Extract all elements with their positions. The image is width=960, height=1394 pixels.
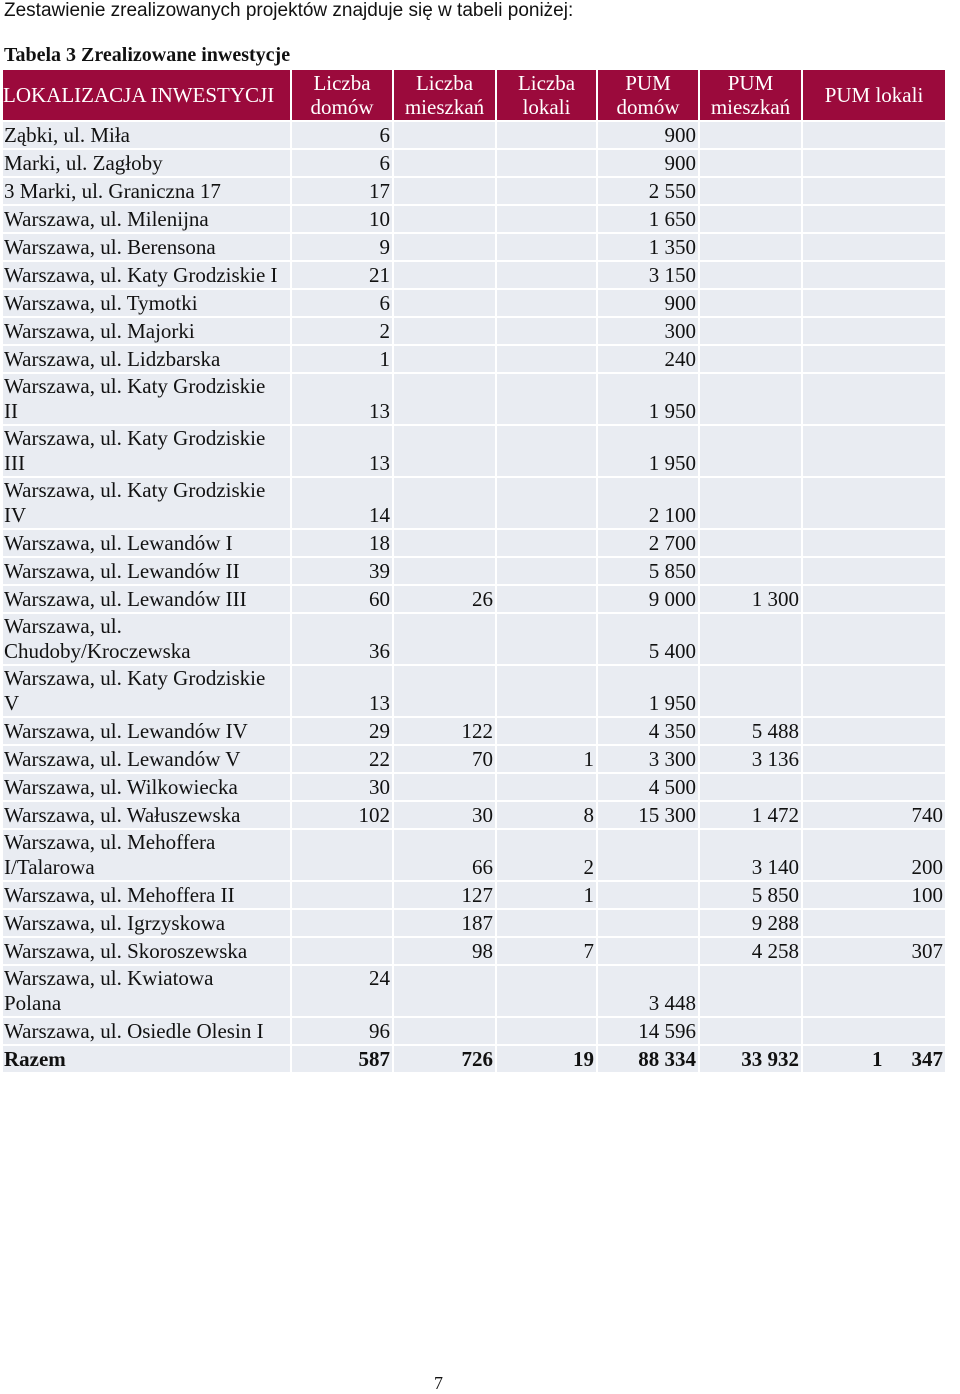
value-cell: 4 500 [598, 774, 698, 800]
value-cell: 300 [598, 318, 698, 344]
value-cell [497, 966, 596, 1016]
value-cell [497, 666, 596, 716]
location-cell: Warszawa, ul. Katy Grodziskie I [3, 262, 290, 288]
value-cell: 3 136 [700, 746, 801, 772]
value-cell [700, 558, 801, 584]
value-cell: 36 [292, 614, 392, 664]
table-row [3, 586, 945, 612]
value-cell: 96 [292, 1018, 392, 1044]
location-cell: Warszawa, ul. Wilkowiecka [3, 774, 290, 800]
value-cell [700, 206, 801, 232]
value-cell: 14 596 [598, 1018, 698, 1044]
value-cell [700, 290, 801, 316]
table-row [3, 178, 945, 204]
location-cell: Warszawa, ul. Mehoffera I/Talarowa [3, 830, 290, 880]
value-cell: 5 400 [598, 614, 698, 664]
table-row [3, 530, 945, 556]
table-row [3, 666, 945, 716]
value-cell [700, 234, 801, 260]
value-cell: 9 288 [700, 910, 801, 936]
value-cell: 307 [803, 938, 945, 964]
value-cell: 127 [394, 882, 495, 908]
value-cell: 1 300 [700, 586, 801, 612]
value-cell [700, 346, 801, 372]
value-cell [803, 966, 945, 1016]
value-cell [598, 910, 698, 936]
location-cell: Warszawa, ul. Lewandów V [3, 746, 290, 772]
location-cell: Warszawa, ul. Tymotki [3, 290, 290, 316]
total-label: Razem [3, 1046, 290, 1072]
value-cell: 21 [292, 262, 392, 288]
value-cell [497, 774, 596, 800]
value-cell [292, 882, 392, 908]
page-number: 7 [434, 1373, 443, 1393]
table-caption: Tabela 3 Zrealizowane inwestycje [4, 44, 291, 66]
value-cell [700, 150, 801, 176]
table-row [3, 774, 945, 800]
value-cell: 1 472 [700, 802, 801, 828]
value-cell [803, 262, 945, 288]
value-cell: 900 [598, 150, 698, 176]
value-cell [497, 910, 596, 936]
table-row [3, 122, 945, 148]
location-cell: Warszawa, ul. Berensona [3, 234, 290, 260]
location-cell: Warszawa, ul. Milenijna [3, 206, 290, 232]
value-cell: 18 [292, 530, 392, 556]
table-row [3, 318, 945, 344]
table-row [3, 290, 945, 316]
location-cell: Warszawa, ul. Majorki [3, 318, 290, 344]
value-cell: 6 [292, 122, 392, 148]
value-cell [497, 234, 596, 260]
column-header: Liczba lokali [497, 70, 596, 120]
table-row [3, 718, 945, 744]
total-value: 587 [292, 1046, 392, 1072]
value-cell [394, 966, 495, 1016]
value-cell [803, 614, 945, 664]
value-cell: 30 [394, 802, 495, 828]
value-cell: 22 [292, 746, 392, 772]
value-cell: 29 [292, 718, 392, 744]
value-cell [803, 774, 945, 800]
total-row [3, 1046, 945, 1072]
location-cell: Warszawa, ul. Wałuszewska [3, 802, 290, 828]
value-cell: 3 300 [598, 746, 698, 772]
value-cell: 14 [292, 478, 392, 528]
value-cell: 1 [497, 882, 596, 908]
value-cell: 3 140 [700, 830, 801, 880]
table-row [3, 558, 945, 584]
value-cell: 15 300 [598, 802, 698, 828]
value-cell [394, 530, 495, 556]
total-value: 19 [497, 1046, 596, 1072]
value-cell: 4 258 [700, 938, 801, 964]
value-cell: 5 488 [700, 718, 801, 744]
location-cell: Marki, ul. Zagłoby [3, 150, 290, 176]
investments-table [1, 68, 947, 1074]
value-cell [803, 666, 945, 716]
value-cell: 2 [292, 318, 392, 344]
value-cell [394, 374, 495, 424]
value-cell [803, 586, 945, 612]
value-cell: 8 [497, 802, 596, 828]
value-cell [700, 966, 801, 1016]
value-cell: 70 [394, 746, 495, 772]
value-cell: 13 [292, 426, 392, 476]
value-cell: 1 950 [598, 666, 698, 716]
value-cell [803, 234, 945, 260]
table-row [3, 938, 945, 964]
total-value: 33 932 [700, 1046, 801, 1072]
location-cell: Warszawa, ul. Igrzyskowa [3, 910, 290, 936]
value-cell [394, 318, 495, 344]
table-row [3, 1018, 945, 1044]
value-cell [803, 178, 945, 204]
value-cell: 17 [292, 178, 392, 204]
value-cell: 66 [394, 830, 495, 880]
table-row [3, 206, 945, 232]
value-cell: 4 350 [598, 718, 698, 744]
value-cell: 1 350 [598, 234, 698, 260]
location-cell: Warszawa, ul. Osiedle Olesin I [3, 1018, 290, 1044]
value-cell: 13 [292, 666, 392, 716]
value-cell: 39 [292, 558, 392, 584]
value-cell [292, 830, 392, 880]
value-cell [292, 938, 392, 964]
intro-text: Zestawienie zrealizowanych projektów znajduje się w tabeli poniżej: [4, 0, 574, 21]
value-cell [497, 586, 596, 612]
value-cell: 24 [292, 966, 392, 1016]
table-row [3, 262, 945, 288]
value-cell: 60 [292, 586, 392, 612]
location-cell: Warszawa, ul. Lewandów II [3, 558, 290, 584]
value-cell [803, 1018, 945, 1044]
value-cell: 1 950 [598, 374, 698, 424]
value-cell: 1 [292, 346, 392, 372]
value-cell [394, 774, 495, 800]
column-header: PUM lokali [803, 70, 945, 120]
value-cell [497, 426, 596, 476]
value-cell: 7 [497, 938, 596, 964]
value-cell [700, 478, 801, 528]
location-cell: 3 Marki, ul. Graniczna 17 [3, 178, 290, 204]
value-cell: 900 [598, 290, 698, 316]
value-cell [700, 530, 801, 556]
value-cell [803, 290, 945, 316]
value-cell [394, 178, 495, 204]
value-cell: 30 [292, 774, 392, 800]
table-row [3, 882, 945, 908]
value-cell [394, 666, 495, 716]
value-cell: 6 [292, 290, 392, 316]
value-cell: 200 [803, 830, 945, 880]
value-cell: 2 [497, 830, 596, 880]
table-row [3, 234, 945, 260]
value-cell [803, 478, 945, 528]
value-cell [394, 262, 495, 288]
value-cell [497, 478, 596, 528]
value-cell [497, 346, 596, 372]
value-cell [803, 530, 945, 556]
value-cell [803, 150, 945, 176]
location-cell: Warszawa, ul. Katy Grodziskie II [3, 374, 290, 424]
value-cell [803, 746, 945, 772]
value-cell: 102 [292, 802, 392, 828]
value-cell [394, 206, 495, 232]
value-cell [394, 558, 495, 584]
location-cell: Ząbki, ul. Miła [3, 122, 290, 148]
value-cell: 3 448 [598, 966, 698, 1016]
column-header: LOKALIZACJA INWESTYCJI [3, 70, 290, 120]
value-cell [803, 558, 945, 584]
value-cell: 98 [394, 938, 495, 964]
column-header: Liczba domów [292, 70, 392, 120]
value-cell [394, 150, 495, 176]
value-cell [394, 478, 495, 528]
location-cell: Warszawa, ul. Lewandów IV [3, 718, 290, 744]
value-cell: 2 700 [598, 530, 698, 556]
value-cell [700, 774, 801, 800]
value-cell [394, 426, 495, 476]
value-cell [598, 830, 698, 880]
location-cell: Warszawa, ul. Skoroszewska [3, 938, 290, 964]
value-cell [394, 614, 495, 664]
value-cell [394, 1018, 495, 1044]
location-cell: Warszawa, ul. Lidzbarska [3, 346, 290, 372]
total-lokali [803, 1046, 945, 1072]
value-cell [497, 150, 596, 176]
value-cell [394, 234, 495, 260]
value-cell: 13 [292, 374, 392, 424]
value-cell [700, 426, 801, 476]
value-cell [700, 666, 801, 716]
total-lokali-part: 347 [911, 1047, 943, 1071]
value-cell: 240 [598, 346, 698, 372]
value-cell [497, 718, 596, 744]
table-row [3, 910, 945, 936]
value-cell [497, 1018, 596, 1044]
value-cell [803, 318, 945, 344]
table-row [3, 478, 945, 528]
value-cell: 2 100 [598, 478, 698, 528]
value-cell: 100 [803, 882, 945, 908]
table-row [3, 966, 945, 1016]
value-cell [700, 178, 801, 204]
table-row [3, 346, 945, 372]
value-cell [497, 290, 596, 316]
value-cell [497, 614, 596, 664]
total-value: 726 [394, 1046, 495, 1072]
value-cell [803, 426, 945, 476]
total-lokali-part: 1 [872, 1047, 883, 1071]
value-cell [394, 290, 495, 316]
value-cell [497, 558, 596, 584]
value-cell [394, 346, 495, 372]
value-cell [497, 530, 596, 556]
value-cell [700, 262, 801, 288]
value-cell [803, 718, 945, 744]
table-header-row [3, 70, 945, 120]
value-cell: 9 [292, 234, 392, 260]
value-cell [497, 206, 596, 232]
table-row [3, 830, 945, 880]
value-cell: 26 [394, 586, 495, 612]
value-cell: 900 [598, 122, 698, 148]
value-cell [700, 122, 801, 148]
total-value: 88 334 [598, 1046, 698, 1072]
location-cell: Warszawa, ul. Katy Grodziskie III [3, 426, 290, 476]
value-cell [497, 262, 596, 288]
value-cell [700, 318, 801, 344]
value-cell [803, 206, 945, 232]
value-cell [700, 1018, 801, 1044]
table-row [3, 150, 945, 176]
value-cell [497, 318, 596, 344]
value-cell [497, 374, 596, 424]
value-cell: 1 650 [598, 206, 698, 232]
table-row [3, 746, 945, 772]
value-cell [292, 910, 392, 936]
value-cell [598, 938, 698, 964]
location-cell: Warszawa, ul. Katy Grodziskie IV [3, 478, 290, 528]
location-cell: Warszawa, ul. Kwiatowa Polana [3, 966, 290, 1016]
value-cell [700, 374, 801, 424]
value-cell: 5 850 [598, 558, 698, 584]
value-cell: 5 850 [700, 882, 801, 908]
table-row [3, 426, 945, 476]
value-cell: 740 [803, 802, 945, 828]
value-cell: 122 [394, 718, 495, 744]
value-cell [394, 122, 495, 148]
value-cell: 1 950 [598, 426, 698, 476]
value-cell: 3 150 [598, 262, 698, 288]
value-cell [803, 346, 945, 372]
value-cell: 187 [394, 910, 495, 936]
table-row [3, 374, 945, 424]
location-cell: Warszawa, ul. Lewandów I [3, 530, 290, 556]
value-cell: 10 [292, 206, 392, 232]
column-header: PUM mieszkań [700, 70, 801, 120]
column-header: Liczba mieszkań [394, 70, 495, 120]
location-cell: Warszawa, ul. Chudoby/Kroczewska [3, 614, 290, 664]
location-cell: Warszawa, ul. Lewandów III [3, 586, 290, 612]
value-cell: 6 [292, 150, 392, 176]
value-cell [598, 882, 698, 908]
value-cell [803, 122, 945, 148]
table-row [3, 614, 945, 664]
value-cell [700, 614, 801, 664]
value-cell: 2 550 [598, 178, 698, 204]
value-cell [497, 178, 596, 204]
location-cell: Warszawa, ul. Mehoffera II [3, 882, 290, 908]
value-cell [497, 122, 596, 148]
column-header: PUM domów [598, 70, 698, 120]
value-cell: 9 000 [598, 586, 698, 612]
value-cell: 1 [497, 746, 596, 772]
location-cell: Warszawa, ul. Katy Grodziskie V [3, 666, 290, 716]
value-cell [803, 374, 945, 424]
table-row [3, 802, 945, 828]
value-cell [803, 910, 945, 936]
